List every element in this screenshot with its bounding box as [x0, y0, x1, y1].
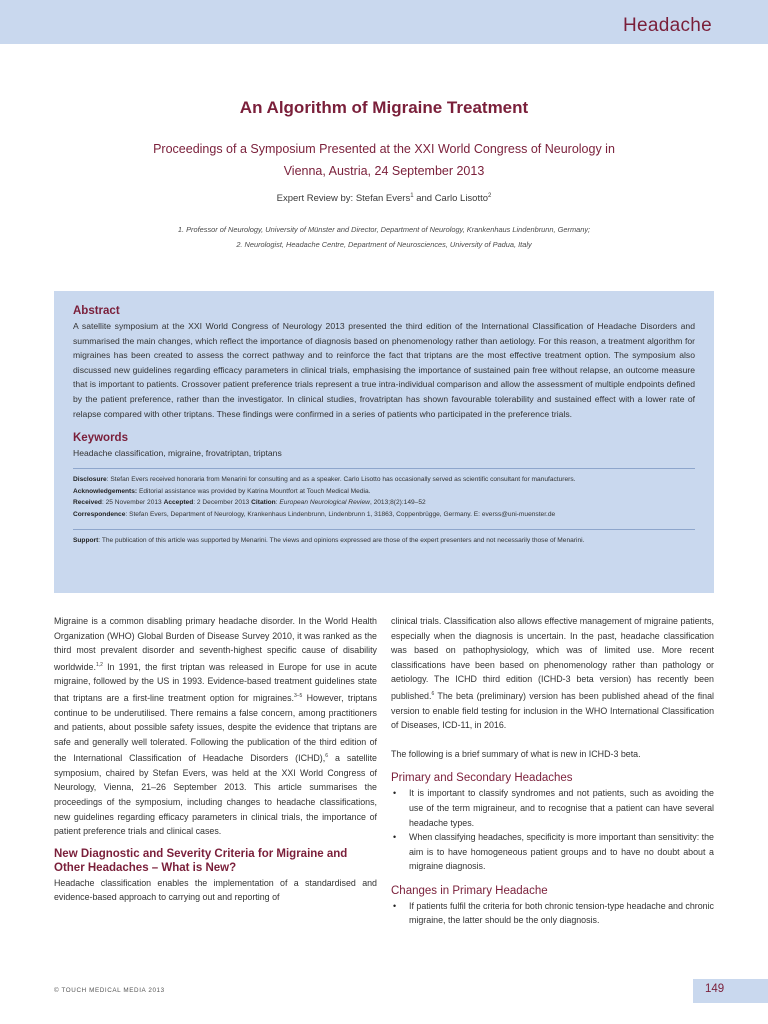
body-paragraph: Headache classification enables the implementation of a standardised and evidence-based approach to carrying out and reporting of — [54, 877, 377, 903]
accepted-date: : 2 December 2013 — [193, 499, 252, 507]
support-line — [73, 535, 695, 547]
abstract-text: A satellite symposium at the XXI World Congress of Neurology 2013 presented the third edition of the International Classification of Headache Disorders and summarised the main changes, which reflect the importance of diagnosis based on phenomenology rather than aetiology. For this reason, a treatment algorithm for migraines has been created to assess the correct pathway and to reinforce the fact that triptans are the most effective treatment option. The symposium also discussed new guidelines regarding efficacy parameters in clinical trials, emphasising the importance of sustained pain free without relapse, an outcome measure that is important to patients. Crossover patient preference trials represent a true intra-individual comparison and allow the assessment of multiple endpoints defined by the patient preference, rather than the investigator. In clinical studies, frovatriptan has shown favourable tolerability and sustained effect with a lower rate of relapse compared with other triptans. These findings were confirmed in a series of patients who participated in the preference trials. — [73, 321, 695, 419]
affiliation-1: 1. Professor of Neurology, University of Münster and Director, Department of Neurology, Krankenhaus Lindenbrunn, Germany; — [177, 225, 591, 234]
intro-text-2: In 1991, the first triptan was released in Europe for use in acute migraine, followed by the US in 1993. Evidence-based treatment guidelines state that triptans are a first-line treatment option for migraines. — [54, 661, 377, 703]
citation-label: Citation — [251, 499, 276, 507]
correspondence-label: Correspondence — [73, 510, 126, 518]
disclosure-line — [73, 474, 695, 486]
author1-superscript: 1 — [410, 193, 414, 199]
author2-superscript: 2 — [488, 193, 492, 199]
intro-text-4: a satellite symposium, chaired by Stefan Evers, was held at the XXI World Congress of Neurology, Vienna, 21–26 September 2013. This article summarises the proceedings of the symposium, including changes to headache classifications, new guidelines regarding efficacy parameters in clinical trials, the importance of patient preference trials and clinical cases. — [54, 753, 377, 837]
disclosure-label: Disclosure — [73, 476, 107, 484]
page-number-box — [693, 979, 768, 1003]
list-item: • When classifying headaches, specificity is more important than sensitivity: the aim is to have homogeneous patient groups and to have no doubt about a migraine diagnosis. — [391, 830, 714, 874]
keywords-heading: Keywords — [73, 432, 128, 445]
paragraph-text-2: The beta (preliminary) version has been published ahead of the final version to enable field testing for inclusion in the WHO International Classification of Diseases, ICD-11, in 2016. — [391, 690, 714, 731]
accepted-label: Accepted — [163, 499, 194, 507]
article-title: An Algorithm of Migraine Treatment — [239, 98, 529, 117]
ack-text: Editorial assistance was provided by Katrina Mountfort at Touch Medical Media. — [137, 487, 371, 495]
ack-label: Acknowledgements: — [73, 487, 138, 495]
divider — [73, 529, 695, 530]
body-column-left — [54, 614, 377, 905]
spacer — [391, 733, 714, 747]
affiliation-2: 2. Neurologist, Headache Centre, Department of Neurosciences, University of Padua, Italy — [236, 240, 532, 249]
divider — [73, 468, 695, 469]
section-name: Headache — [622, 15, 712, 36]
support-text: : The publication of this article was supported by Menarini. The views and opinions expressed are those of the expert presenters and not necessarily those of Menarini. — [98, 536, 585, 544]
keywords-text: Headache classification, migraine, frovatriptan, triptans — [73, 448, 282, 459]
page-number: 149 — [705, 983, 725, 995]
citation-ref: 1,2 — [95, 661, 103, 668]
citation-ref: , 2013;8(2):149–52 — [369, 499, 426, 507]
intro-text-3: However, triptans continue to be underutilised. There remains a false concern, among practitioners and patients, about possible safety issues, despite the evidence that triptans are safe and generally well tolerated. Following the publication of the third edition of the International Classification of Headache Disorders (ICHD), — [54, 692, 377, 764]
bullet-list — [391, 899, 714, 928]
copyright: © TOUCH MEDICAL MEDIA 2013 — [54, 987, 165, 994]
body-column-right — [391, 614, 714, 928]
support-label: Support — [73, 536, 99, 544]
correspondence-text: : Stefan Evers, Department of Neurology, Krankenhaus Lindenbrunn, Lindenbrunn 1, 31863, Coppenbrügge, Germany. E: everss@uni-muenster.de — [125, 510, 556, 518]
citation-ref: 6 — [431, 690, 435, 697]
citation-ref: 3–5 — [293, 692, 303, 699]
list-item: • It is important to classify syndromes and not patients, such as avoiding the use of the term migraineur, and to recognise that a patient can have several headache types. — [391, 786, 714, 830]
authors-prefix: Expert Review by: Stefan Evers — [276, 193, 411, 205]
subtitle-line-2: Vienna, Austria, 24 September 2013 — [283, 164, 485, 178]
author-line — [0, 193, 768, 204]
authors-and: and Carlo Lisotto — [413, 193, 489, 205]
abstract-content — [73, 305, 695, 546]
correspondence-line — [73, 509, 695, 521]
received-date: : 25 November 2013 — [101, 499, 164, 507]
citation-ref: 6 — [325, 753, 329, 760]
dates-citation-line: Received: 25 November 2013 Accepted: 2 December 2013 Citation: European Neurological Review, 2013;8(2):149–52 — [73, 499, 426, 507]
subtitle-line-1: Proceedings of a Symposium Presented at the XXI World Congress of Neurology in — [153, 142, 615, 156]
summary-intro: The following is a brief summary of what is new in ICHD-3 beta. — [391, 748, 641, 759]
article-subtitle — [100, 138, 668, 182]
subsection-heading-primary-secondary: Primary and Secondary Headaches — [391, 772, 573, 785]
disclosure-text: : Stefan Evers received honoraria from Menarini for consulting and as a speaker. Carlo Lisotto has occasionally served as scientific consultant for manufacturers. — [106, 476, 576, 484]
citation-journal: European Neurological Review — [279, 499, 370, 507]
acknowledgements-line — [73, 486, 695, 498]
received-label: Received — [73, 499, 102, 507]
bullet-list — [391, 786, 714, 874]
affiliations — [0, 222, 768, 252]
abstract-heading: Abstract — [73, 305, 120, 317]
intro-text-1: Migraine is a common disabling primary headache disorder. In the World Health Organization (WHO) Global Burden of Disease Survey 2010, it was ranked as the third most prevalent disorder and seventh-highest specific cause of disability worldwide. — [54, 616, 377, 672]
paragraph-text-1: clinical trials. Classification also allows effective management of migraine patients, especially when the diagnosis is uncertain. In the past, headache classification was based on pathophysiology, which was of limited use. More recent classifications have been based on phenomenology rather than pathology or aetiology. The ICHD third edition (ICHD-3 beta version) has recently been published. — [391, 616, 714, 701]
section-heading: New Diagnostic and Severity Criteria for Migraine and Other Headaches – What is New? — [54, 847, 348, 874]
abstract-box — [54, 291, 714, 593]
body-paragraph — [391, 614, 714, 733]
intro-paragraph — [54, 614, 377, 839]
header-band — [0, 0, 768, 44]
list-item: • If patients fulfil the criteria for both chronic tension-type headache and chronic migraine, the latter should be the only diagnosis. — [391, 899, 714, 928]
subsection-heading-primary-changes: Changes in Primary Headache — [391, 884, 548, 897]
